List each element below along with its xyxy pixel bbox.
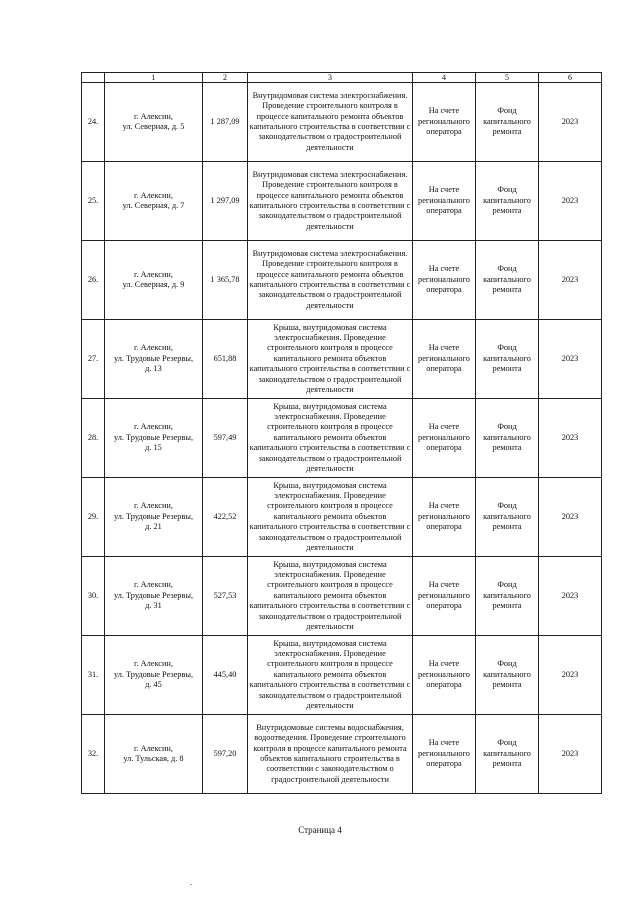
works-table (81, 72, 602, 794)
table-row (82, 478, 602, 557)
area-cell: 1 287,09 (203, 83, 248, 162)
funding-source-cell: Фонд капитального ремонта (476, 478, 539, 557)
funding-source-cell: Фонд капитального ремонта (476, 162, 539, 241)
funding-source-cell: Фонд капитального ремонта (476, 399, 539, 478)
row-number-cell: 24. (82, 83, 105, 162)
year-cell: 2023 (539, 83, 602, 162)
address-cell: г. Алексин, ул. Трудовые Резервы, д. 21 (105, 478, 203, 557)
account-type-cell: На счете регионального оператора (413, 478, 476, 557)
address-cell: г. Алексин, ул. Северная, д. 9 (105, 241, 203, 320)
table-row (82, 715, 602, 794)
header-cell-0 (82, 73, 105, 83)
account-type-cell: На счете регионального оператора (413, 162, 476, 241)
page-number: Страница 4 (298, 825, 342, 835)
header-cell-3: 3 (248, 73, 413, 83)
row-number-cell: 28. (82, 399, 105, 478)
area-cell: 422,52 (203, 478, 248, 557)
account-type-cell: На счете регионального оператора (413, 241, 476, 320)
account-type-cell: На счете регионального оператора (413, 715, 476, 794)
address-cell: г. Алексин, ул. Северная, д. 5 (105, 83, 203, 162)
area-cell: 527,53 (203, 557, 248, 636)
table-row (82, 241, 602, 320)
account-type-cell: На счете регионального оператора (413, 83, 476, 162)
works-description-cell: Крыша, внутридомовая система электроснабжения. Проведение строительного контроля в процессе капитального ремонта объектов капитального строительства в соответствии с законодательством о градостроительной деятельности (248, 557, 413, 636)
area-cell: 597,49 (203, 399, 248, 478)
account-type-cell: На счете регионального оператора (413, 399, 476, 478)
column-number-header-row (82, 73, 602, 83)
funding-source-cell: Фонд капитального ремонта (476, 241, 539, 320)
header-cell-5: 5 (476, 73, 539, 83)
row-number-cell: 29. (82, 478, 105, 557)
year-cell: 2023 (539, 478, 602, 557)
table-row (82, 636, 602, 715)
funding-source-cell: Фонд капитального ремонта (476, 83, 539, 162)
year-cell: 2023 (539, 162, 602, 241)
row-number-cell: 25. (82, 162, 105, 241)
header-cell-6: 6 (539, 73, 602, 83)
header-cell-2: 2 (203, 73, 248, 83)
account-type-cell: На счете регионального оператора (413, 636, 476, 715)
table-row (82, 399, 602, 478)
address-cell: г. Алексин, ул. Трудовые Резервы, д. 45 (105, 636, 203, 715)
scan-speck: . (190, 878, 192, 887)
table-row (82, 162, 602, 241)
address-cell: г. Алексин, ул. Северная, д. 7 (105, 162, 203, 241)
works-description-cell: Крыша, внутридомовая система электроснабжения. Проведение строительного контроля в процессе капитального ремонта объектов капитального строительства в соответствии с законодательством о градостроительной деятельности (248, 399, 413, 478)
works-description-cell: Внутридомовая система электроснабжения. Проведение строительного контроля в процессе капитального ремонта объектов капитального строительства в соответствии с законодательством о градостроительной деятельности (248, 83, 413, 162)
row-number-cell: 32. (82, 715, 105, 794)
row-number-cell: 26. (82, 241, 105, 320)
address-cell: г. Алексин, ул. Трудовые Резервы, д. 15 (105, 399, 203, 478)
area-cell: 1 297,09 (203, 162, 248, 241)
row-number-cell: 30. (82, 557, 105, 636)
funding-source-cell: Фонд капитального ремонта (476, 320, 539, 399)
works-description-cell: Внутридомовые системы водоснабжения, водоотведения. Проведение строительного контроля в процессе капитального ремонта объектов капитального строительства в соответствии с законодательством о градостроительной деятельности (248, 715, 413, 794)
funding-source-cell: Фонд капитального ремонта (476, 557, 539, 636)
row-number-cell: 27. (82, 320, 105, 399)
year-cell: 2023 (539, 636, 602, 715)
works-description-cell: Внутридомовая система электроснабжения. Проведение строительного контроля в процессе капитального ремонта объектов капитального строительства в соответствии с законодательством о градостроительной деятельности (248, 162, 413, 241)
funding-source-cell: Фонд капитального ремонта (476, 636, 539, 715)
works-description-cell: Крыша, внутридомовая система электроснабжения. Проведение строительного контроля в процессе капитального ремонта объектов капитального строительства в соответствии с законодательством о градостроительной деятельности (248, 320, 413, 399)
year-cell: 2023 (539, 557, 602, 636)
area-cell: 651,88 (203, 320, 248, 399)
year-cell: 2023 (539, 241, 602, 320)
header-cell-1: 1 (105, 73, 203, 83)
header-cell-4: 4 (413, 73, 476, 83)
works-description-cell: Внутридомовая система электроснабжения. Проведение строительного контроля в процессе капитального ремонта объектов капитального строительства в соответствии с законодательством о градостроительной деятельности (248, 241, 413, 320)
address-cell: г. Алексин, ул. Тульская, д. 8 (105, 715, 203, 794)
works-description-cell: Крыша, внутридомовая система электроснабжения. Проведение строительного контроля в процессе капитального ремонта объектов капитального строительства в соответствии с законодательством о градостроительной деятельности (248, 636, 413, 715)
table-row (82, 83, 602, 162)
area-cell: 1 365,78 (203, 241, 248, 320)
area-cell: 445,40 (203, 636, 248, 715)
year-cell: 2023 (539, 715, 602, 794)
funding-source-cell: Фонд капитального ремонта (476, 715, 539, 794)
table-row (82, 557, 602, 636)
address-cell: г. Алексин, ул. Трудовые Резервы, д. 31 (105, 557, 203, 636)
row-number-cell: 31. (82, 636, 105, 715)
account-type-cell: На счете регионального оператора (413, 557, 476, 636)
year-cell: 2023 (539, 399, 602, 478)
year-cell: 2023 (539, 320, 602, 399)
area-cell: 597,20 (203, 715, 248, 794)
table-row (82, 320, 602, 399)
works-description-cell: Крыша, внутридомовая система электроснабжения. Проведение строительного контроля в процессе капитального ремонта объектов капитального строительства в соответствии с законодательством о градостроительной деятельности (248, 478, 413, 557)
address-cell: г. Алексин, ул. Трудовые Резервы, д. 13 (105, 320, 203, 399)
account-type-cell: На счете регионального оператора (413, 320, 476, 399)
